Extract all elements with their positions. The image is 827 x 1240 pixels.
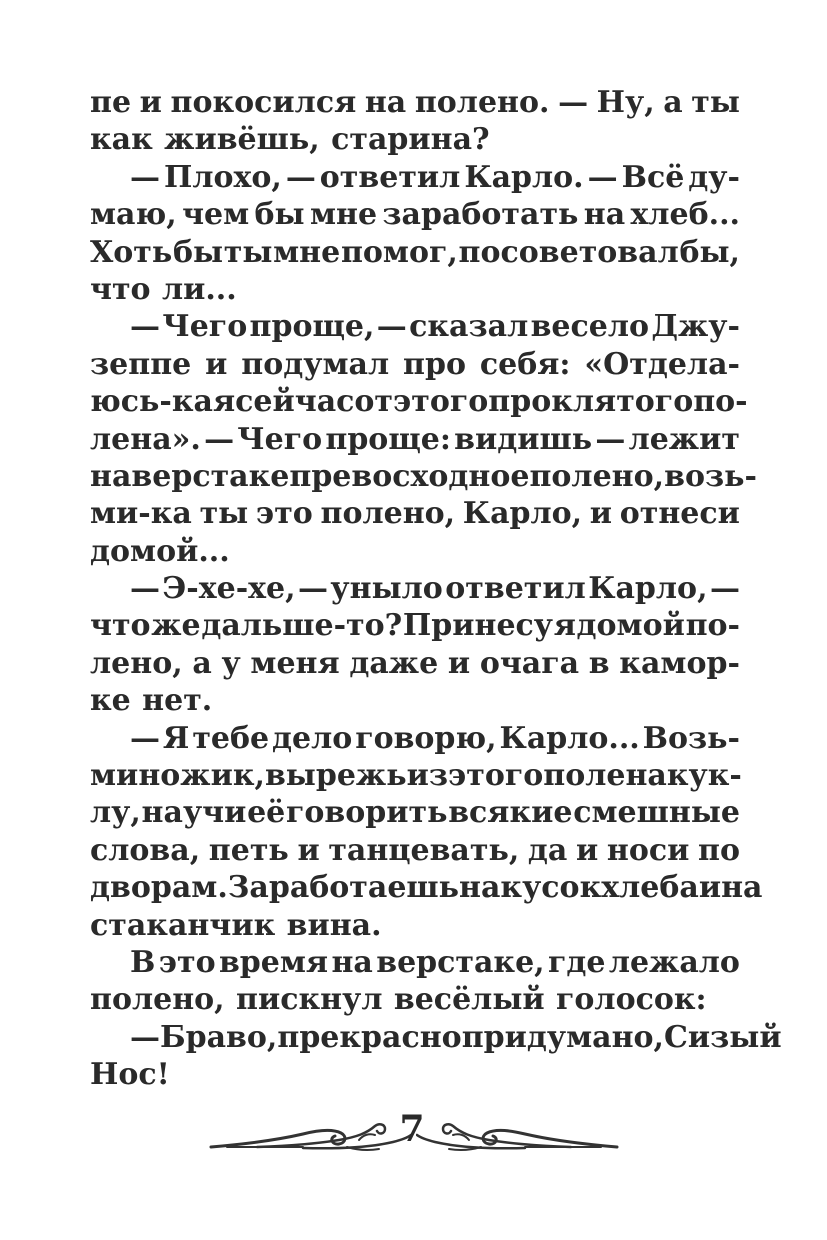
text-word: юсь-ка bbox=[90, 384, 213, 420]
body-text bbox=[90, 84, 782, 1094]
text-word: посоветовал bbox=[458, 234, 679, 270]
text-word: а bbox=[192, 645, 212, 681]
page-footer bbox=[0, 1105, 827, 1165]
text-word: Карло, bbox=[588, 571, 708, 607]
text-word: нет. bbox=[142, 683, 213, 719]
text-word: зеппе bbox=[90, 346, 192, 382]
text-word: живёшь, bbox=[164, 122, 320, 158]
text-word: Принесу bbox=[402, 608, 553, 644]
text-word: по bbox=[698, 832, 740, 868]
text-word: время bbox=[218, 944, 329, 980]
text-line bbox=[90, 981, 740, 1018]
text-line bbox=[90, 271, 740, 308]
text-line bbox=[90, 682, 740, 719]
text-line bbox=[90, 869, 763, 906]
text-word: бы bbox=[172, 234, 224, 270]
text-word: ми-ка bbox=[90, 496, 192, 532]
text-word: вырежь bbox=[264, 758, 407, 794]
text-word: Заработаешь bbox=[227, 870, 460, 906]
text-word: на bbox=[721, 870, 763, 906]
text-word: весело bbox=[530, 309, 650, 345]
text-word: проклятого bbox=[488, 384, 694, 420]
text-word: — bbox=[595, 421, 626, 457]
page-number: 7 bbox=[399, 1108, 425, 1150]
text-line bbox=[90, 121, 740, 158]
text-word: Карло... bbox=[499, 720, 640, 756]
text-word: дело bbox=[272, 720, 353, 756]
text-word: ми bbox=[90, 758, 139, 794]
text-word: лена». bbox=[90, 421, 201, 457]
text-line bbox=[90, 1019, 782, 1056]
text-word: чем bbox=[182, 197, 250, 233]
text-word: и bbox=[589, 496, 613, 532]
text-word: верстаке bbox=[131, 458, 290, 494]
text-word: даже bbox=[349, 645, 439, 681]
text-word: придумано, bbox=[461, 1019, 664, 1055]
text-word: а bbox=[663, 85, 683, 120]
text-word: «Отдела- bbox=[584, 346, 740, 382]
text-word: Карло, bbox=[462, 496, 583, 532]
text-word: — bbox=[130, 1019, 160, 1055]
text-word: её bbox=[247, 795, 286, 831]
text-word: Хоть bbox=[90, 234, 173, 270]
text-word: петь bbox=[208, 832, 289, 868]
text-word: камор- bbox=[619, 645, 740, 681]
text-word: Ну, bbox=[596, 85, 655, 120]
text-word: по- bbox=[685, 608, 740, 644]
text-word: возь- bbox=[664, 458, 757, 494]
text-word: превосходное bbox=[289, 458, 530, 494]
text-word: про bbox=[403, 346, 466, 382]
text-word: стаканчик bbox=[90, 907, 276, 943]
text-word: носи bbox=[606, 832, 690, 868]
text-word: — bbox=[130, 159, 160, 195]
flourish-ornament-right-icon bbox=[416, 1117, 621, 1157]
text-word: полено, bbox=[529, 458, 665, 494]
text-word: мне bbox=[273, 234, 341, 270]
text-word: Плохо, bbox=[163, 159, 282, 195]
text-word: пискнул bbox=[236, 982, 383, 1018]
text-word: на bbox=[90, 458, 132, 494]
text-word: на bbox=[459, 870, 501, 906]
text-line bbox=[90, 421, 740, 458]
text-word: тебе bbox=[192, 720, 270, 756]
text-line bbox=[90, 533, 740, 570]
text-word: я bbox=[212, 384, 236, 420]
text-word: кусок bbox=[500, 870, 602, 906]
text-word: домой... bbox=[90, 533, 230, 569]
text-word: что bbox=[90, 271, 151, 307]
text-line bbox=[90, 607, 740, 644]
text-line bbox=[90, 159, 740, 196]
text-line bbox=[90, 84, 740, 121]
text-word: проще: bbox=[325, 421, 451, 457]
text-word: отнеси bbox=[619, 496, 740, 532]
text-word: уныло bbox=[330, 571, 443, 607]
text-word: старина? bbox=[331, 122, 490, 158]
text-word: да bbox=[527, 832, 568, 868]
text-word: же bbox=[151, 608, 201, 644]
text-word: на bbox=[364, 85, 407, 120]
text-line bbox=[90, 383, 748, 420]
text-line bbox=[90, 346, 740, 383]
text-word: заработать bbox=[382, 197, 579, 233]
text-word: меня bbox=[250, 645, 340, 681]
text-word: — bbox=[298, 571, 328, 607]
text-word: ты bbox=[223, 234, 273, 270]
text-word: лено, bbox=[90, 645, 183, 681]
text-word: — bbox=[130, 720, 160, 756]
text-word: Браво, bbox=[160, 1019, 278, 1055]
text-word: полено, bbox=[90, 982, 225, 1018]
text-word: Всё bbox=[621, 159, 685, 195]
text-word: ответил bbox=[319, 159, 461, 195]
text-word: это bbox=[158, 944, 216, 980]
text-line bbox=[90, 907, 740, 944]
text-word: домой bbox=[576, 608, 685, 644]
text-word: ответил bbox=[445, 571, 586, 607]
text-line bbox=[90, 495, 740, 532]
text-word: мне bbox=[309, 197, 378, 233]
text-word: лежит bbox=[628, 421, 740, 457]
text-word: танцевать, bbox=[328, 832, 520, 868]
text-word: помог, bbox=[340, 234, 458, 270]
text-word: и bbox=[447, 645, 471, 681]
text-word: и bbox=[205, 346, 228, 382]
text-line bbox=[90, 570, 740, 607]
text-word: — bbox=[709, 571, 740, 607]
text-word: дальше-то? bbox=[201, 608, 403, 644]
text-word: полено. bbox=[414, 85, 550, 120]
text-word: на bbox=[331, 944, 373, 980]
text-word: сейчас bbox=[235, 384, 355, 420]
text-word: Чего bbox=[162, 309, 248, 345]
text-word: лежало bbox=[608, 944, 740, 980]
text-word: весёлый bbox=[393, 982, 545, 1018]
text-word: как bbox=[90, 122, 153, 158]
text-word: слова, bbox=[90, 832, 201, 868]
text-line bbox=[90, 832, 740, 869]
text-word: видишь bbox=[454, 421, 593, 457]
text-word: ли... bbox=[161, 271, 237, 307]
text-word: верстаке, bbox=[376, 944, 545, 980]
text-word: ке bbox=[90, 683, 131, 719]
text-word: пе bbox=[90, 85, 132, 120]
text-line bbox=[90, 645, 740, 682]
text-word: — bbox=[376, 309, 407, 345]
text-word: говорю, bbox=[355, 720, 497, 756]
text-line bbox=[90, 1056, 740, 1093]
text-word: я bbox=[553, 608, 576, 644]
text-word: Чего bbox=[237, 421, 323, 457]
text-word: хлеба bbox=[601, 870, 699, 906]
text-word: прекрасно bbox=[277, 1019, 462, 1055]
text-word: ду- bbox=[688, 159, 740, 195]
text-word: — bbox=[558, 85, 589, 120]
text-word: полено, bbox=[320, 496, 456, 532]
text-word: и bbox=[698, 870, 722, 906]
text-line bbox=[90, 794, 740, 831]
text-word: — bbox=[587, 159, 618, 195]
text-word: где bbox=[547, 944, 606, 980]
text-word: этого bbox=[447, 758, 544, 794]
text-word: ножик, bbox=[138, 758, 265, 794]
text-word: хлеб... bbox=[630, 197, 740, 233]
text-word: всякие bbox=[448, 795, 573, 831]
text-word: полена bbox=[543, 758, 667, 794]
text-word: вина. bbox=[286, 907, 382, 943]
text-word: дворам. bbox=[90, 870, 228, 906]
text-word: этого bbox=[393, 384, 489, 420]
text-word: лу, bbox=[90, 795, 141, 831]
text-word: подумал bbox=[241, 346, 390, 382]
text-word: на bbox=[583, 197, 626, 233]
text-word: ты bbox=[199, 496, 249, 532]
text-word: Сизый bbox=[664, 1019, 782, 1055]
text-word: сказал bbox=[409, 309, 529, 345]
text-word: и bbox=[297, 832, 320, 868]
text-word: — bbox=[130, 309, 160, 345]
text-word: и bbox=[575, 832, 599, 868]
text-word: это bbox=[255, 496, 313, 532]
text-word: и bbox=[139, 85, 162, 120]
text-word: из bbox=[406, 758, 448, 794]
text-word: в bbox=[588, 645, 610, 681]
text-word: — bbox=[285, 159, 316, 195]
text-word: смешные bbox=[573, 795, 740, 831]
text-word: Э-хе-хе, bbox=[162, 571, 296, 607]
text-word: Джу- bbox=[651, 309, 740, 345]
text-line bbox=[90, 308, 740, 345]
text-word: — bbox=[204, 421, 235, 457]
text-word: себя: bbox=[479, 346, 571, 382]
flourish-ornament-left-icon bbox=[207, 1117, 412, 1157]
text-line bbox=[90, 234, 740, 271]
text-word: Нос! bbox=[90, 1057, 170, 1093]
text-word: очага bbox=[479, 645, 580, 681]
text-word: В bbox=[130, 944, 156, 980]
text-word: ты bbox=[691, 85, 740, 120]
text-word: кук- bbox=[666, 758, 742, 794]
text-word: Карло. bbox=[464, 159, 584, 195]
text-word: маю, bbox=[90, 197, 177, 233]
text-line bbox=[90, 458, 757, 495]
text-word: бы, bbox=[679, 234, 740, 270]
text-word: научи bbox=[141, 795, 247, 831]
text-word: покосился bbox=[170, 85, 357, 120]
text-word: говорить bbox=[286, 795, 448, 831]
text-word: бы bbox=[254, 197, 305, 233]
text-word: проще, bbox=[249, 309, 375, 345]
text-word: по- bbox=[693, 384, 748, 420]
text-word: от bbox=[354, 384, 394, 420]
text-word: что bbox=[90, 608, 151, 644]
text-line bbox=[90, 196, 740, 233]
text-word: Я bbox=[162, 720, 190, 756]
text-word: — bbox=[130, 571, 160, 607]
text-line bbox=[90, 757, 740, 794]
text-line bbox=[90, 720, 740, 757]
text-word: голосок: bbox=[556, 982, 707, 1018]
text-word: Возь- bbox=[642, 720, 740, 756]
text-line bbox=[90, 944, 740, 981]
text-word: у bbox=[221, 645, 241, 681]
